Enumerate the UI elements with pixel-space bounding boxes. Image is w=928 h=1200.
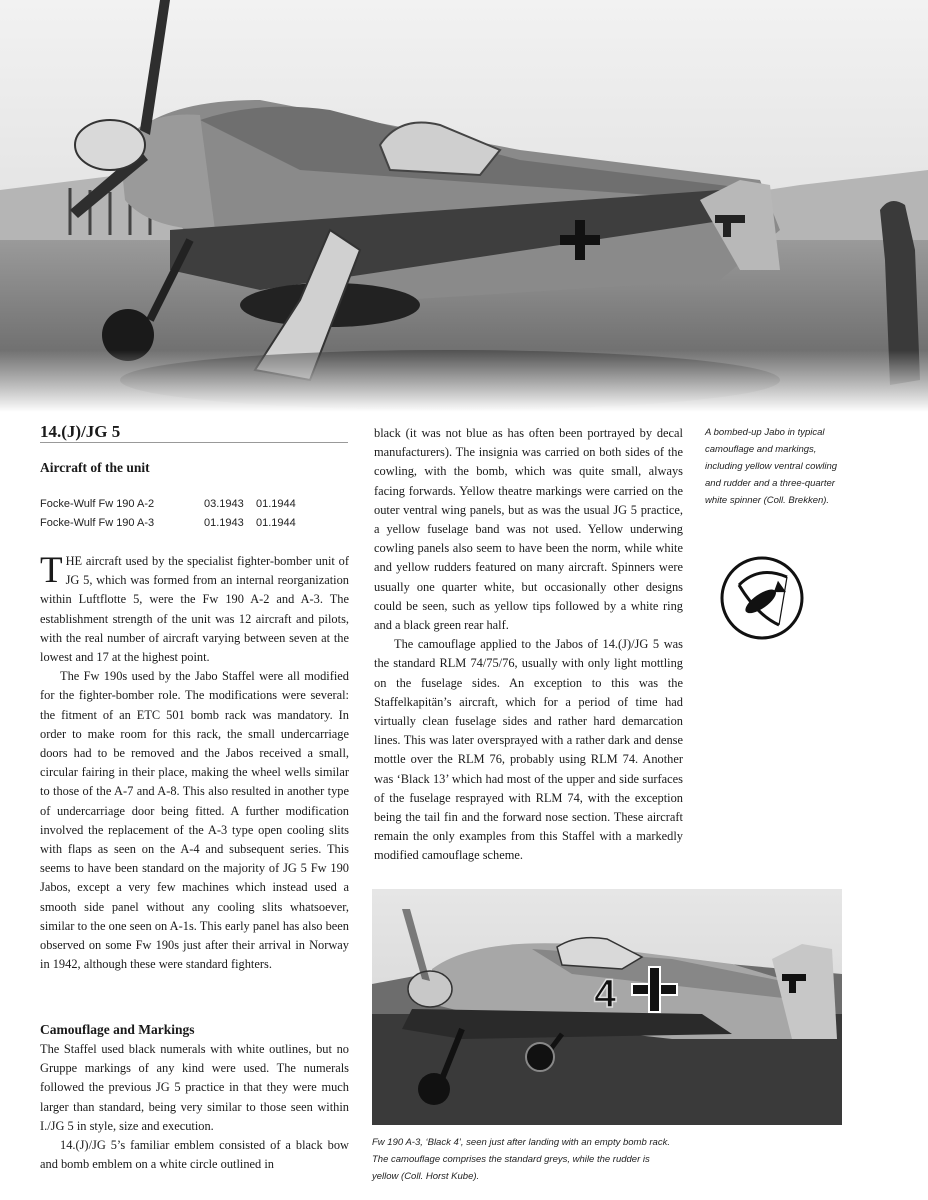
bottom-photo-black-4 [372,889,842,1125]
title-rule [40,442,348,443]
camouflage-text [40,1040,349,1174]
insignia-paragraph: black (it was not blue as has often been portrayed by decal manufacturers). The insignia was carried on both sides of the cowling, with the bomb, which was quite small, always facing forwards. Yellow theatre markings were carried on the outer ventral wing panels, but as was the usual JG 5 practice, a yellow fuselage band was not used. Yellow underwing cowling panels also seem to have been the norm, while white and yellow rudders featured on many aircraft. Spinners were usually one quarter white, but occasionally other designs could be seen, such as yellow tips followed by a white ring and a black green rear half. [374,426,683,633]
black-4-numeral: 4 [594,972,617,1016]
aircraft-type: Focke-Wulf Fw 190 A-2 [40,498,155,510]
aircraft-from-date: 01.1943 [204,517,244,529]
section-title: 14.(J)/JG 5 [40,422,121,441]
drop-cap: T [40,550,63,591]
aircraft-from-date: 03.1943 [204,498,244,510]
aircraft-to-date: 01.1944 [256,498,296,510]
left-column-text [40,552,349,974]
table-row [40,515,316,534]
numerals-paragraph: The Staffel used black numerals with white outlines, but no Gruppe markings of any kind were used. The numerals followed the previous JG 5 practice in that they were much larger than standard, being very similar to those seen within I./JG 5 in style, size and execution. [40,1042,349,1133]
intro-paragraph [40,552,349,667]
aircraft-to-date: 01.1944 [256,517,296,529]
bow-and-bomb-emblem-icon [719,555,805,641]
intro-text: HE aircraft used by the specialist fighter-bomber unit of JG 5, which was formed from an internal reorganization within Luftflotte 5, were the Fw 190 A-2 and A-3. The establishment strength of the unit was 12 aircraft and pilots, with the real number of aircraft varying between seven at the lowest and 17 at the highest point. [40,554,349,665]
camouflage-heading: Camouflage and Markings [40,1022,195,1037]
emblem-paragraph: 14.(J)/JG 5’s familiar emblem consisted of a black bow and bomb emblem on a white circle outlined in [40,1138,349,1172]
right-column-text [374,424,683,866]
bottom-photo-caption: Fw 190 A-3, ‘Black 4’, seen just after landing with an empty bomb rack. The camouflage comprises the standard greys, while the rudder is yellow (Coll. Horst Kube). [372,1137,670,1182]
top-photo-fw190-jabo [0,0,928,412]
aircraft-type: Focke-Wulf Fw 190 A-3 [40,517,155,529]
top-photo-caption: A bombed-up Jabo in typical camouflage and markings, including yellow ventral cowling and rudder and a three-quarter white spinner (Coll. Brekken). [705,427,838,506]
camouflage-scheme-paragraph: The camouflage applied to the Jabos of 14.(J)/JG 5 was the standard RLM 74/75/76, usually with only light mottling on the fuselage sides. An exception to this was the Staffelkapitän’s aircraft, which for a period of time had virtually clean fuselage sides and rather hard demarcation lines. This was later oversprayed with a rather dark and dense mottle over the RLM 76, probably using RLM 74. Another was ‘Black 13’ which had most of the upper and side surfaces of the fuselage resprayed with RLM 74, with the exception being the tail fin and the forward nose section. These aircraft remain the only examples from this Staffel with a markedly modified camouflage scheme. [374,637,683,863]
aircraft-table [40,496,316,534]
table-row [40,496,316,515]
aircraft-heading: Aircraft of the unit [40,460,150,475]
modifications-paragraph: The Fw 190s used by the Jabo Staffel were all modified for the fighter-bomber role. The modifications were several: the fitment of an ETC 501 bomb rack was mandatory. In order to make room for this rack, the small undercarriage doors had to be removed and the Jabos received a small, circular fairing in their place, making the wheel wells similar to those of the A-7 and A-8. This also resulted in another type of undercarriage door being fitted. A further modification involved the replacement of the A-3 type open cooling slits with flaps as seen on the A-4 and subsequent series. This seems to have been standard on the majority of JG 5 Fw 190 Jabos, except a very few machines which instead used a smooth side panel without any cooling slits whatsoever, similar to the one seen on A-1s. This early panel has also been observed on some Fw 190s just after their arrival in Norway in 1942, although these were standard fighters. [40,669,349,972]
